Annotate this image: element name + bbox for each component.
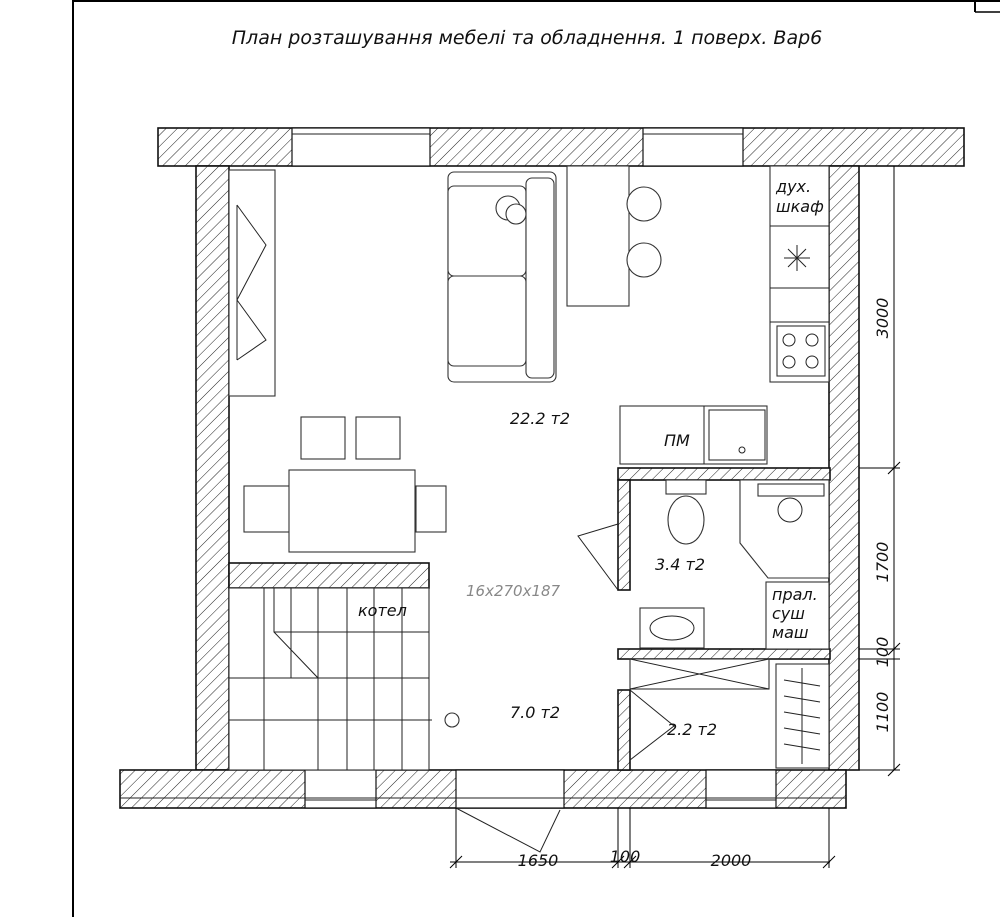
drawing-title: План розташування мебелі та обладнення. 1 поверх. Вар6 [231, 27, 823, 49]
entry-door [456, 808, 560, 852]
dim-right-100: 100 [873, 636, 892, 668]
laundry-label-line3: маш [772, 623, 809, 642]
stair-spec-label: 16х270х187 [466, 582, 561, 600]
dim-right-3000: 3000 [873, 297, 892, 339]
room-area-bathroom: 3.4 т2 [654, 555, 706, 574]
boiler-label: котел [358, 601, 407, 620]
dim-bottom-2000: 2000 [710, 851, 752, 870]
dim-right-1700: 1700 [873, 541, 892, 583]
laundry-label-line2: суш [772, 604, 805, 623]
storage-fixtures [630, 659, 829, 768]
room-area-living: 22.2 т2 [509, 409, 571, 428]
oven-label-line2: шкаф [776, 197, 824, 216]
dishwasher-label: ПМ [664, 431, 690, 450]
staircase [229, 588, 459, 770]
living-furniture [229, 166, 829, 552]
dim-right-1100: 1100 [873, 691, 892, 733]
laundry-label-line1: прал. [772, 585, 818, 604]
oven-label-line1: дух. [776, 177, 812, 196]
room-area-storage: 2.2 т2 [666, 720, 718, 739]
dim-bottom-100: 100 [609, 847, 641, 866]
dim-bottom-1650: 1650 [517, 851, 559, 870]
room-area-hall: 7.0 т2 [509, 703, 561, 722]
